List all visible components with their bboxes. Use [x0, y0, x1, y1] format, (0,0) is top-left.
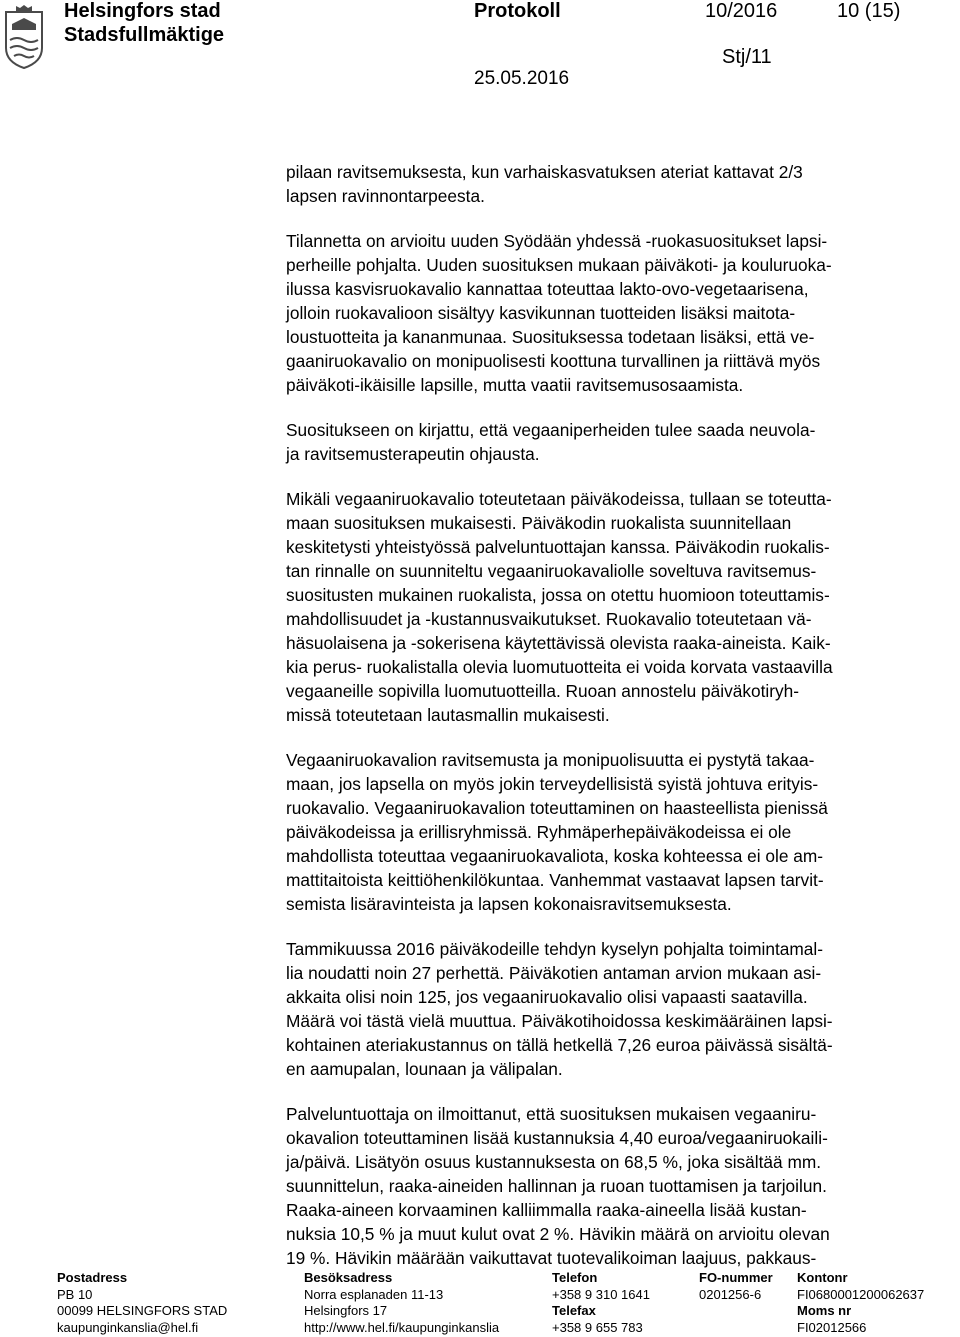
- text-line: maan, jos lapsella on myös jokin terveydellisistä syistä johtuva erityis-: [286, 774, 819, 794]
- footer-email: kaupunginkanslia@hel.fi: [57, 1319, 199, 1335]
- text-line: gaaniruokavalio on monipuolisesti koottuna turvallinen ja riittävä myös: [286, 351, 821, 371]
- footer-heading: Moms nr: [797, 1303, 852, 1318]
- text-line: ja/päivä. Lisätyön osuus kustannuksesta on 68,5 %, joka sisältää mm.: [286, 1152, 822, 1172]
- footer-value: +358 9 655 783: [552, 1319, 643, 1335]
- paragraph: [286, 748, 946, 916]
- paragraph: [286, 937, 946, 1081]
- text-line: päiväkodeissa ja erillisryhmissä. Ryhmäperhepäiväkodeissa ei ole: [286, 822, 792, 842]
- text-line: kia perus- ruokalistalla olevia luomutuotteita ei voida korvata vastaavilla: [286, 657, 833, 677]
- footer-heading: Kontonr: [797, 1270, 848, 1285]
- text-line: nuksia 10,5 % ja muut kulut ovat 2 %. Hävikin määrä on arvioitu olevan: [286, 1224, 830, 1244]
- footer-value: Norra esplanaden 11-13: [304, 1286, 444, 1302]
- footer-account: [797, 1270, 924, 1336]
- text-line: mahdollista toteuttaa vegaaniruokavaliota, koska kohteessa ei ole am-: [286, 846, 823, 866]
- text-line: päiväkoti-ikäisille lapsille, mutta vaatii ravitsemusosaamista.: [286, 375, 744, 395]
- footer-heading: FO-nummer: [699, 1270, 773, 1285]
- text-line: kohtainen ateriakustannus on tällä hetkellä 7,26 euroa päivässä sisältä-: [286, 1035, 833, 1055]
- footer-value: Helsingfors 17: [304, 1303, 388, 1318]
- text-line: maan suosituksen mukaisesti. Päiväkodin ruokalista suunnitellaan: [286, 513, 792, 533]
- doc-type: Protokoll: [474, 0, 561, 22]
- text-line: en aamupalan, lounaan ja välipalan.: [286, 1059, 563, 1079]
- text-line: semista lisäravinteista ja lapsen kokonaisravitsemuksesta.: [286, 894, 732, 914]
- footer-value: PB 10: [57, 1286, 93, 1302]
- helsinki-coat-of-arms-icon: [2, 4, 46, 70]
- footer-fo-number: [699, 1270, 773, 1303]
- text-line: perheille pohjalta. Uuden suosituksen mukaan päiväkoti- ja kouluruoka-: [286, 255, 832, 275]
- text-line: Tilannetta on arvioitu uuden Syödään yhdessä -ruokasuositukset lapsi-: [286, 231, 828, 251]
- text-line: tan rinnalle on suunniteltu vegaaniruokavaliolle soveltuva ravitsemus-: [286, 561, 817, 581]
- text-line: mattitaitoista keittiöhenkilökuntaa. Vanhemmat vastaavat lapsen tarvit-: [286, 870, 824, 890]
- text-line: pilaan ravitsemuksesta, kun varhaiskasvatuksen ateriat kattavat 2/3: [286, 162, 803, 182]
- text-line: Suositukseen on kirjattu, että vegaaniperheiden tulee saada neuvola-: [286, 420, 816, 440]
- text-line: vegaaneille sopivilla luomutuotteilla. Ruoan annostelu päiväkotiryh-: [286, 681, 799, 701]
- footer-postal-address: [57, 1270, 227, 1336]
- paragraph: [286, 1102, 946, 1270]
- paragraph: [286, 229, 946, 397]
- footer-phone: [552, 1270, 650, 1336]
- page-footer: [0, 1270, 960, 1337]
- paragraph: [286, 418, 946, 466]
- org-unit: Stadsfullmäktige: [64, 24, 225, 46]
- text-line: ja ravitsemusterapeutin ohjausta.: [286, 444, 540, 464]
- footer-heading: Telefax: [552, 1303, 596, 1318]
- text-line: Määrä voi tästä vielä muuttua. Päiväkotihoidossa keskimääräinen lapsi-: [286, 1011, 833, 1031]
- text-line: Vegaaniruokavalion ravitsemusta ja monipuolisuutta ei pystytä takaa-: [286, 750, 815, 770]
- footer-value: 0201256-6: [699, 1286, 762, 1302]
- text-line: akkaita olisi noin 125, jos vegaaniruokavalio olisi vapaasti saatavilla.: [286, 987, 808, 1007]
- footer-value: FI0680001200062637: [797, 1286, 925, 1302]
- text-line: Palveluntuottaja on ilmoittanut, että suosituksen mukaisen vegaaniru-: [286, 1104, 817, 1124]
- text-line: Mikäli vegaaniruokavalio toteutetaan päiväkodeissa, tullaan se toteutta-: [286, 489, 832, 509]
- footer-heading: Telefon: [552, 1270, 598, 1285]
- text-line: Tammikuussa 2016 päiväkodeille tehdyn kyselyn pohjalta toimintamal-: [286, 939, 823, 959]
- paragraph: [286, 160, 946, 208]
- text-line: suositusten mukainen ruokalista, jossa on otettu huomioon toteuttamis-: [286, 585, 830, 605]
- text-line: ruokavalio. Vegaaniruokavalion toteuttaminen on haasteellista pienissä: [286, 798, 828, 818]
- footer-value: FI02012566: [797, 1319, 867, 1335]
- section-code: Stj/11: [722, 46, 772, 68]
- meeting-date: 25.05.2016: [474, 68, 570, 89]
- footer-value: 00099 HELSINGFORS STAD: [57, 1303, 228, 1318]
- footer-heading: Postadress: [57, 1270, 128, 1285]
- document-body: [286, 160, 946, 1291]
- text-line: loustuotteita ja kananmunaa. Suosituksessa todetaan lisäksi, että ve-: [286, 327, 815, 347]
- text-line: lia noudatti noin 27 perhettä. Päiväkotien antaman arvion mukaan asi-: [286, 963, 822, 983]
- text-line: suunnittelun, raaka-aineiden hallinnan ja ruoan tuottamisen ja tarjoilun.: [286, 1176, 827, 1196]
- text-line: Raaka-aineen korvaaminen kalliimmalla raaka-aineella lisää kustan-: [286, 1200, 807, 1220]
- text-line: lapsen ravinnontarpeesta.: [286, 186, 485, 206]
- text-line: mahdollisuudet ja -kustannusvaikutukset. Ruokavalio toteutetaan vä-: [286, 609, 812, 629]
- footer-heading: Besöksadress: [304, 1270, 393, 1285]
- footer-value: +358 9 310 1641: [552, 1286, 650, 1302]
- text-line: keskitetysti yhteistyössä palveluntuottajan kanssa. Päiväkodin ruokalis-: [286, 537, 830, 557]
- page-number: 10 (15): [837, 0, 901, 22]
- doc-number: 10/2016: [705, 0, 778, 22]
- text-line: jolloin ruokavalioon sisältyy kasvikunnan tuotteiden lisäksi maitota-: [286, 303, 796, 323]
- text-line: häsuolaisena ja -sokerisena käytettävissä olevista raaka-aineista. Kaik-: [286, 633, 831, 653]
- text-line: okavalion toteuttaminen lisää kustannuksia 4,40 euroa/vegaaniruokaili-: [286, 1128, 828, 1148]
- text-line: missä toteutetaan lautasmallin mukaisesti.: [286, 705, 610, 725]
- org-name: Helsingfors stad: [64, 0, 221, 22]
- footer-visiting-address: [304, 1270, 499, 1336]
- text-line: ilussa kasvisruokavalio kannattaa toteuttaa lakto-ovo-vegetaarisena,: [286, 279, 809, 299]
- text-line: 19 %. Hävikin määrään vaikuttavat tuotevalikoiman laajuus, pakkaus-: [286, 1248, 817, 1268]
- paragraph: [286, 487, 946, 727]
- footer-website: http://www.hel.fi/kaupunginkanslia: [304, 1319, 500, 1335]
